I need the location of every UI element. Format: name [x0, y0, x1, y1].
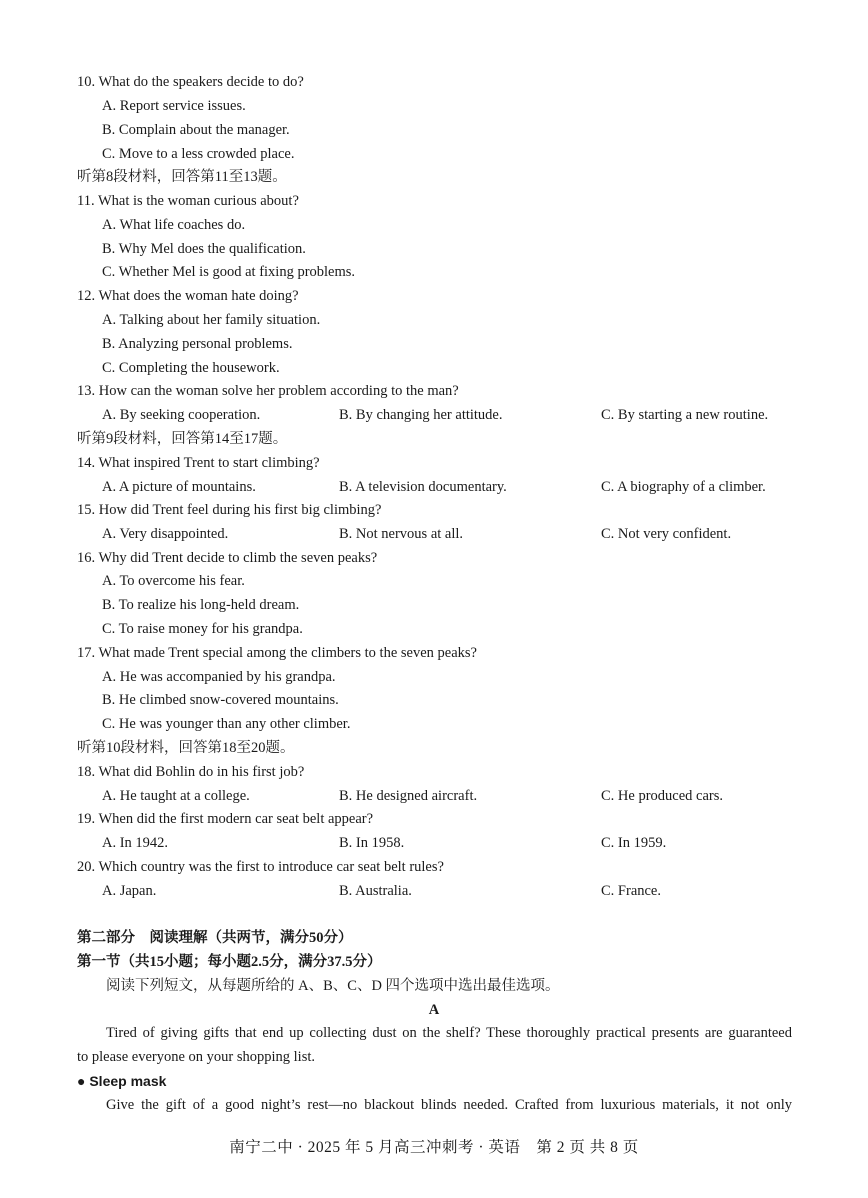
question-16-option-a: A. To overcome his fear.	[102, 573, 245, 589]
passage-intro-line-1: Tired of giving gifts that end up collecting dust on the shelf? These thoroughly practical presents are guaranteed	[106, 1025, 792, 1041]
question-10-option-a: A. Report service issues.	[102, 98, 246, 114]
question-14-option-a: A. A picture of mountains.	[102, 479, 256, 495]
question-10-stem: 10. What do the speakers decide to do?	[77, 74, 304, 90]
question-15-option-a: A. Very disappointed.	[102, 526, 229, 542]
question-14-option-b: B. A television documentary.	[339, 479, 507, 495]
question-15-option-c: C. Not very confident.	[601, 526, 732, 542]
question-18-stem: 18. What did Bohlin do in his first job?	[77, 764, 305, 780]
passage-intro-line-2: to please everyone on your shopping list.	[77, 1049, 315, 1065]
question-16-option-c: C. To raise money for his grandpa.	[102, 621, 303, 637]
question-13-option-c: C. By starting a new routine.	[601, 407, 769, 423]
question-17-stem: 17. What made Trent special among the climbers to the seven peaks?	[77, 645, 477, 661]
question-16-option-b: B. To realize his long-held dream.	[102, 597, 300, 613]
reading-part-title: 第二部分 阅读理解（共两节，满分50分）	[77, 930, 353, 946]
question-11-option-a: A. What life coaches do.	[102, 217, 246, 233]
item-1-line-1: Give the gift of a good night’s rest—no blackout blinds needed. Crafted from luxurious materials, it not only	[106, 1097, 792, 1113]
question-17-option-b: B. He climbed snow-covered mountains.	[102, 692, 339, 708]
page-footer: 南宁二中 · 2025 年 5 月高三冲刺考 · 英语 第 2 页 共 8 页	[229, 1139, 639, 1156]
question-17-option-c: C. He was younger than any other climber.	[102, 716, 351, 732]
question-17-option-a: A. He was accompanied by his grandpa.	[102, 669, 336, 685]
question-14-stem: 14. What inspired Trent to start climbing?	[77, 455, 320, 471]
question-15-option-b: B. Not nervous at all.	[339, 526, 464, 542]
section-9-instruction: 听第9段材料，回答第14至17题。	[77, 431, 288, 447]
question-20-stem: 20. Which country was the first to introduce car seat belt rules?	[77, 859, 444, 875]
reading-section-title: 第一节（共15小题；每小题2.5分，满分37.5分）	[77, 954, 382, 970]
question-14-option-c: C. A biography of a climber.	[601, 479, 766, 495]
item-1-title: ● Sleep mask	[77, 1073, 167, 1089]
question-13-option-a: A. By seeking cooperation.	[102, 407, 261, 423]
section-8-instruction: 听第8段材料，回答第11至13题。	[77, 169, 287, 185]
section-10-instruction: 听第10段材料，回答第18至20题。	[77, 740, 295, 756]
question-18-option-a: A. He taught at a college.	[102, 788, 250, 804]
question-12-stem: 12. What does the woman hate doing?	[77, 288, 299, 304]
question-20-option-b: B. Australia.	[339, 883, 412, 899]
question-11-option-b: B. Why Mel does the qualification.	[102, 241, 306, 257]
question-20-option-c: C. France.	[601, 883, 661, 899]
question-11-option-c: C. Whether Mel is good at fixing problems.	[102, 264, 356, 280]
question-19-stem: 19. When did the first modern car seat belt appear?	[77, 811, 374, 827]
question-13-stem: 13. How can the woman solve her problem according to the man?	[77, 383, 459, 399]
question-19-option-a: A. In 1942.	[102, 835, 169, 851]
question-12-option-b: B. Analyzing personal problems.	[102, 336, 293, 352]
question-18-option-c: C. He produced cars.	[601, 788, 723, 804]
question-13-option-b: B. By changing her attitude.	[339, 407, 503, 423]
question-20-option-a: A. Japan.	[102, 883, 157, 899]
reading-instruction: 阅读下列短文，从每题所给的 A、B、C、D 四个选项中选出最佳选项。	[106, 978, 560, 994]
question-15-stem: 15. How did Trent feel during his first big climbing?	[77, 502, 382, 518]
question-12-option-c: C. Completing the housework.	[102, 360, 280, 376]
question-19-option-b: B. In 1958.	[339, 835, 405, 851]
question-10-option-b: B. Complain about the manager.	[102, 122, 290, 138]
passage-letter: A	[428, 1002, 440, 1018]
question-11-stem: 11. What is the woman curious about?	[77, 193, 299, 209]
question-19-option-c: C. In 1959.	[601, 835, 667, 851]
question-10-option-c: C. Move to a less crowded place.	[102, 146, 295, 162]
question-12-option-a: A. Talking about her family situation.	[102, 312, 321, 328]
question-16-stem: 16. Why did Trent decide to climb the seven peaks?	[77, 550, 378, 566]
question-18-option-b: B. He designed aircraft.	[339, 788, 478, 804]
